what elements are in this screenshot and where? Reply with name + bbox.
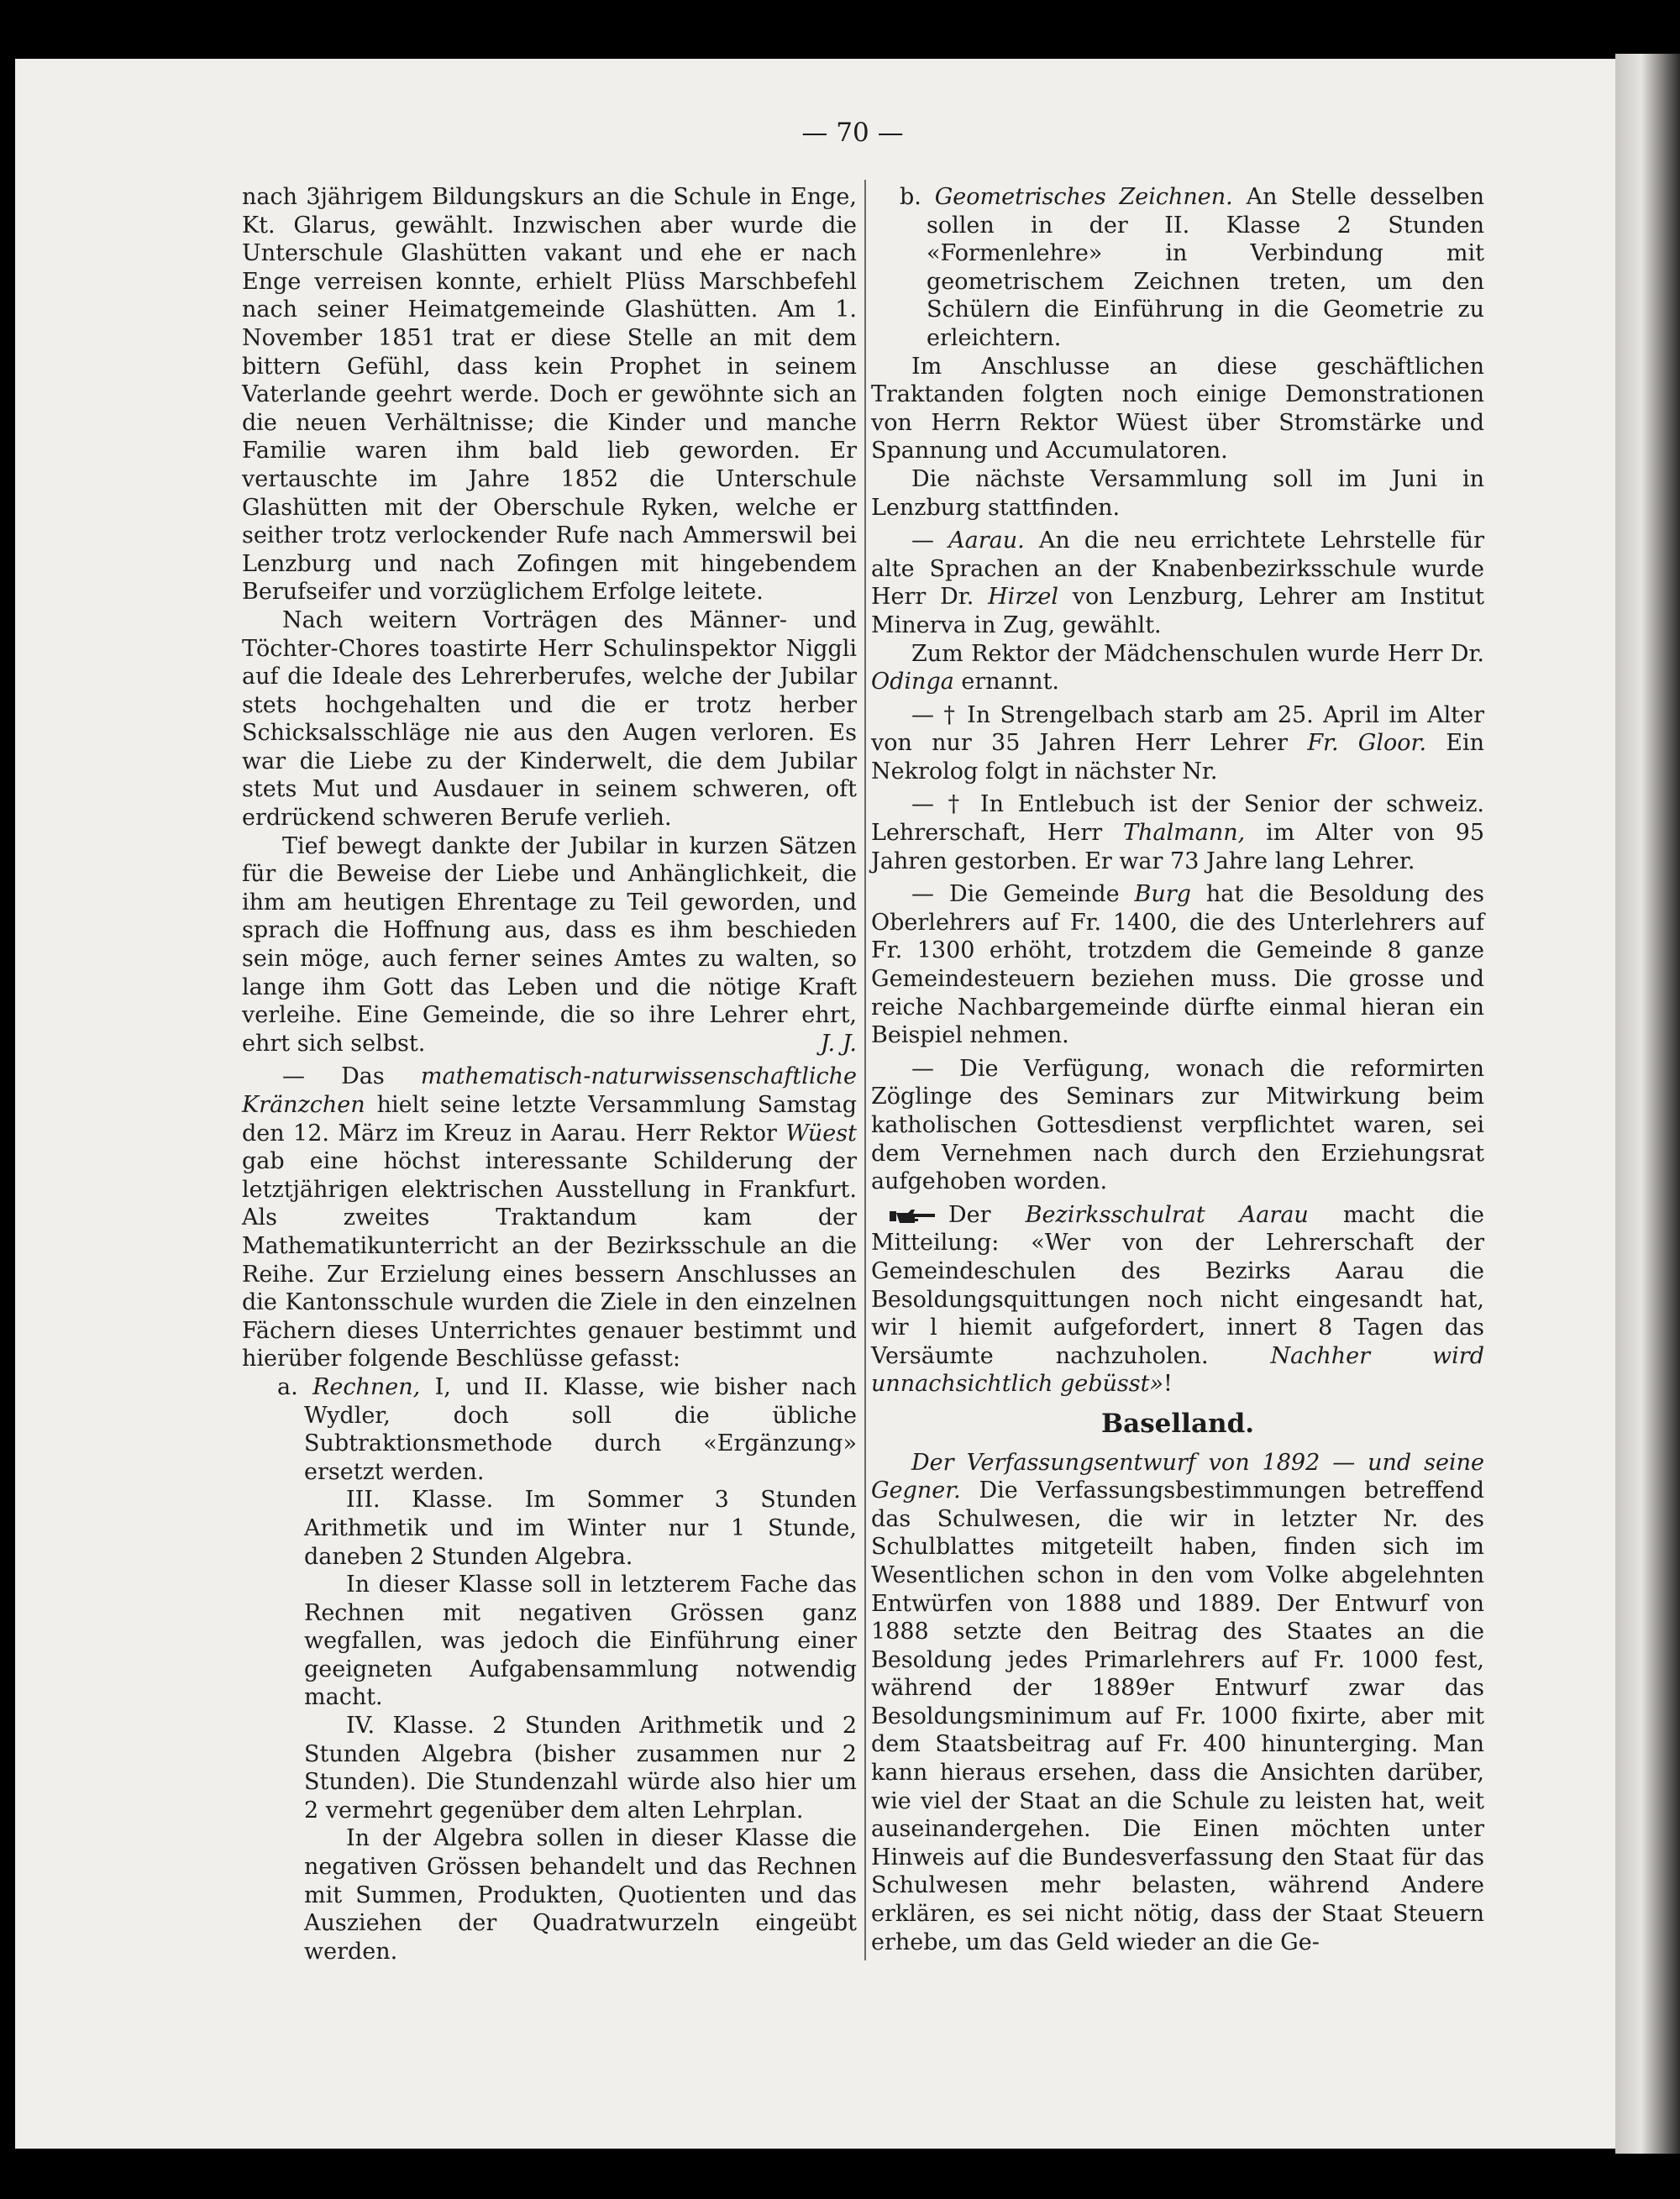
paragraph (871, 790, 1484, 875)
paragraph-text: Zum Rektor der Mädchenschulen wurde Herr Dr. (911, 640, 1484, 667)
list-paragraph: In der Algebra sollen in dieser Klasse die negativen Grössen behandelt und das Rechnen mit Summen, Produkten, Quotienten und das Ausziehen der Quadratwurzeln eingeübt werden. (304, 1825, 857, 1965)
paragraph (871, 701, 1484, 786)
paragraph-text: An die neu errichtete Lehrstelle für alte Sprachen an der Knabenbezirksschule wurde Herr Dr. (871, 527, 1484, 611)
list-marker: b. (900, 184, 921, 210)
italic-name: Bezirksschulrat Aarau (1025, 1201, 1309, 1228)
paragraph-text: Tief bewegt dankte der Jubilar in kurzen Sätzen für die Beweise der Liebe und Anhänglichkeit, die ihm am heutigen Ehrentage zu Teil geworden, und sprach die Hoffnung aus, dass es ihm beschieden sein möge, auch ferner seines Amtes zu walten, so lange ihm Gott das Leben und die nötige Kraft verleihe. Eine Gemeinde, die so ihre Lehrer ehrt, ehrt sich selbst. (242, 832, 857, 1057)
list-paragraph: In dieser Klasse soll in letzterem Fache das Rechnen mit negativen Grössen ganz wegfallen, was jedoch die Einführung einer geeigneten Aufgabensammlung notwendig macht. (304, 1572, 857, 1711)
italic-place: Aarau. (948, 527, 1025, 554)
list-item (871, 183, 1484, 353)
paragraph: Im Anschlusse an diese geschäftlichen Traktanden folgten noch einige Demonstrationen von Herrn Rektor Wüest über Stromstärke und Spannung und Accumulatoren. (871, 353, 1484, 464)
right-column (871, 183, 1484, 1956)
paragraph (871, 640, 1484, 696)
punctuation: ! (1163, 1371, 1173, 1398)
paragraph-text: hielt seine letzte Versammlung Samstag den 12. März im Kreuz in Aarau. Herr Rektor (242, 1092, 857, 1147)
italic-term: Rechnen, (312, 1373, 421, 1400)
italic-term: Geometrisches Zeichnen. (934, 184, 1233, 210)
notice-paragraph (871, 1201, 1484, 1399)
paragraph-text: im Alter von 95 Jahren gestorben. Er war 73 Jahre lang Lehrer. (871, 820, 1484, 874)
paragraph: Nach weitern Vorträgen des Männer- und Töchter-Chores toastirte Herr Schulinspektor Niggli auf die Ideale des Lehrerberufes, welche der Jubilar stets hochgehalten und die er trotz herber Schicksalsschläge nie aus den Augen verloren. Es war die Liebe zu der Kinderwelt, die dem Jubilar stets Mut und Ausdauer in seinem schweren, oft erdrückend schweren Berufe verlieh. (242, 606, 857, 832)
paragraph: — Die Verfügung, wonach die reformirten Zöglinge des Seminars zur Mitwirkung beim katholischen Gottesdienst verpflichtet waren, sei dem Vernehmen nach durch den Erziehungsrat aufgehoben worden. (871, 1055, 1484, 1195)
italic-name: Hirzel (988, 584, 1058, 611)
italic-title: Der Verfassungsentwurf von 1892 — und seine Gegner. (871, 1449, 1484, 1504)
list-paragraph: III. Klasse. Im Sommer 3 Stunden Arithmetik und im Winter nur 1 Stunde, daneben 2 Stunden Algebra. (304, 1487, 857, 1570)
list-marker: a. (277, 1373, 298, 1400)
paragraph-text: gab eine höchst interessante Schilderung der letztjährigen elektrischen Ausstellung in Frankfurt. Als zweites Traktandum kam der Mathematikunterricht an der Bezirksschule an die Reihe. Zur Erzielung eines bessern Anschlusses an die Kantonsschule wurden die Ziele in den einzelnen Fächern dieses Unterrichtes genauer bestimmt und hierüber folgende Beschlüsse gefasst: (242, 1148, 857, 1372)
column-divider (864, 180, 866, 1960)
italic-place: Burg (1134, 881, 1191, 908)
book-spine (1615, 54, 1680, 2154)
section-heading: Baselland. (1100, 1408, 1255, 1439)
italic-name: Odinga (871, 669, 954, 695)
dash-text: — Das (282, 1063, 385, 1090)
paragraph (871, 527, 1484, 639)
paragraph-text: — † In Entlebuch ist der Senior der schweiz. Lehrerschaft, Herr (871, 791, 1484, 847)
paragraph (242, 832, 857, 1058)
paragraph-text: macht die Mitteilung: «Wer von der Lehrerschaft der Gemeindeschulen des Bezirks Aarau die Besoldungsquittungen noch nicht eingesandt hat, wir l hiemit aufgefordert, innert 8 Tagen das Versäumte nachzuholen. (871, 1201, 1484, 1369)
paragraph-text: von Lenzburg, Lehrer am Institut Minerva in Zug, gewählt. (871, 584, 1484, 638)
paragraph-text: Der (948, 1201, 991, 1228)
paragraph (871, 1449, 1484, 1957)
paragraph-text: hat die Besoldung des Oberlehrers auf Fr. 1400, die des Unterlehrers auf Fr. 1300 erhöht, trotzdem die Gemeinde 8 ganze Gemeindesteuern beziehen muss. Die grosse und reiche Nachbargemeinde dürfte einmal hieran ein Beispiel nehmen. (871, 881, 1485, 1049)
italic-name: Fr. Gloor. (1307, 730, 1427, 757)
list-text: An Stelle desselben sollen in der II. Klasse 2 Stunden «Formenlehre» in Verbindung mit geometrischem Zeichnen treten, um den Schülern die Einführung in die Geometrie zu erleichtern. (927, 184, 1484, 351)
paragraph-text: — † In Strengelbach starb am 25. April im Alter von nur 35 Jahren Herr Lehrer (871, 701, 1484, 757)
page-number: — 70 — (801, 118, 904, 148)
pointing-hand-icon (888, 1206, 938, 1225)
paragraph: Die nächste Versammlung soll im Juni in Lenzburg stattfinden. (871, 465, 1484, 521)
signature: J. J. (820, 1030, 857, 1057)
list-text: I, und II. Klasse, wie bisher nach Wydler, doch soll die übliche Subtraktionsmethode durch «Ergänzung» ersetzt werden. (304, 1373, 857, 1485)
dash-text: — (911, 527, 934, 554)
italic-name: Thalmann, (1123, 820, 1246, 847)
list-paragraph: IV. Klasse. 2 Stunden Arithmetik und 2 Stunden Algebra (bisher zusammen nur 2 Stunden). Die Stundenzahl würde also hier um 2 vermehrt gegenüber dem alten Lehrplan. (304, 1713, 857, 1824)
left-column (242, 183, 857, 1965)
paragraph-text: Ein Nekrolog folgt in nächster Nr. (871, 730, 1484, 785)
paragraph-text: Die Verfassungsbestimmungen betreffend das Schulwesen, die wir in letzter Nr. des Schulblattes mitgeteilt haben, finden sich im Wesentlichen schon in den vom Volke abgelehnten Entwürfen von 1888 und 1889. Der Entwurf von 1888 setzte den Beitrag des Staates an die Besoldung jedes Primarlehrers auf Fr. 1000 fest, während der 1889er Entwurf zwar das Besoldungsminimum auf Fr. 1000 fixirte, aber mit dem Staatsbeitrag auf Fr. 400 hinunterging. Man kann hieraus ersehen, dass die Ansichten darüber, wie viel der Staat an die Schule zu leisten hat, weit auseinandergehen. Die Einen möchten unter Hinweis auf die Bundesverfassung den Staat für das Schulwesen mehr belasten, während Andere erklären, es sei nicht nötig, dass der Staat Steuern erhebe, um das Geld wieder an die Ge- (871, 1477, 1484, 1955)
paragraph (871, 880, 1484, 1050)
italic-title: mathematisch-naturwissenschaftliche Kränzchen (242, 1063, 857, 1118)
paragraph: nach 3jährigem Bildungskurs an die Schule in Enge, Kt. Glarus, gewählt. Inzwischen aber wurde die Unterschule Glashütten vakant und ehe er nach Enge verreisen konnte, erhielt Plüss Marschbefehl nach seiner Heimatgemeinde Glashütten. Am 1. November 1851 trat er diese Stelle an mit dem bittern Gefühl, dass kein Prophet in seinem Vaterlande geehrt werde. Doch er gewöhnte sich an die neuen Verhältnisse; die Kinder und manche Familie waren ihm bald lieb geworden. Er vertauschte im Jahre 1852 die Unterschule Glashütten mit der Oberschule Ryken, welche er seither trotz verlockender Rufe nach Ammerswil bei Lenzburg und nach Zofingen mit hingebendem Berufseifer und vorzüglichem Erfolge leitete. (242, 184, 857, 606)
list-item (242, 1373, 857, 1486)
paragraph (242, 1063, 857, 1373)
italic-emphasis: Nachher wird unnachsichtlich gebüsst» (871, 1342, 1484, 1398)
paragraph-text: — Die Gemeinde (911, 881, 1120, 908)
italic-name: Wüest (785, 1120, 857, 1147)
paragraph-text: ernannt. (961, 669, 1060, 695)
